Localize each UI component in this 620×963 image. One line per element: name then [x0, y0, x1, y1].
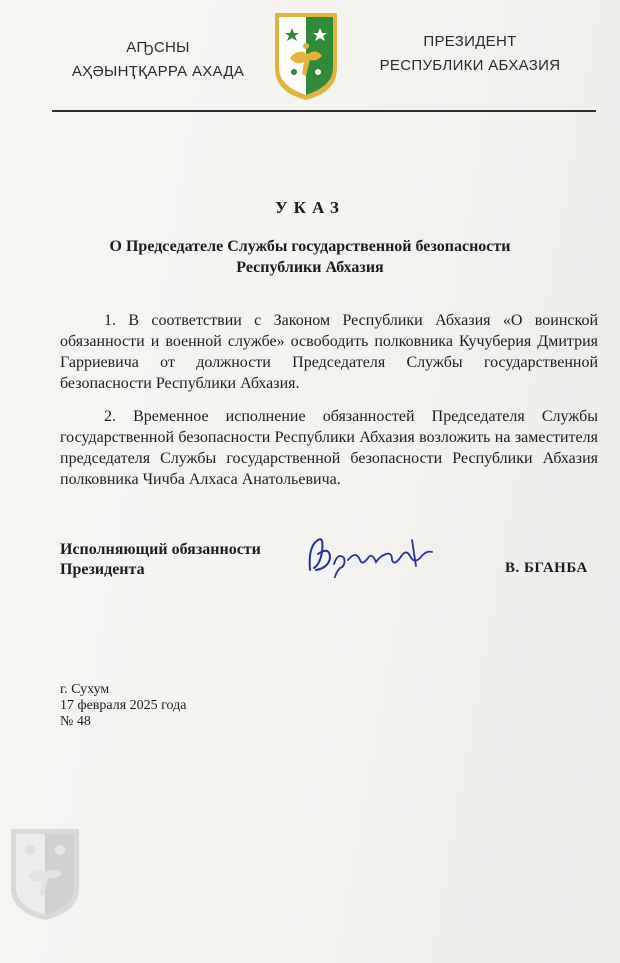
decree-title: УКАЗ: [275, 198, 345, 217]
header-russian-line1: ПРЕЗИДЕНТ: [423, 33, 517, 50]
signer-name: В. БГАНБА: [505, 560, 588, 576]
header-abkhaz-line2: АҲӘЫНҬҚАРРА АХАДА: [71, 63, 245, 80]
emblem-watermark-icon: [8, 826, 82, 922]
decree-subtitle-line2: Республики Абхазия: [236, 259, 384, 276]
header-divider: [52, 110, 596, 112]
abkhazia-emblem-icon: [272, 10, 340, 102]
header-abkhaz: [58, 36, 258, 84]
header-russian-line2: РЕСПУБЛИКИ АБХАЗИЯ: [379, 57, 561, 74]
decree-subtitle-line1: О Председателе Службы государственной безопасности: [109, 238, 511, 255]
signatory-role-line1: Исполняющий обязанности: [60, 541, 261, 558]
decree-paragraph-2: 2. Временное исполнение обязанностей Председателя Службы государственной безопасности Республики Абхазия возложить на заместителя председателя Службы государственной безопасности Республики Абхазия полковника Чичба Алхаса Анатольевича.: [60, 408, 598, 488]
signatory-role: [60, 540, 320, 580]
handwritten-signature: [300, 528, 450, 578]
footer-city: г. Сухум: [60, 682, 110, 697]
footer-number: № 48: [60, 714, 91, 729]
decree-footer: [60, 682, 260, 730]
decree-paragraph-1: 1. В соответствии с Законом Республики Абхазия «О воинской обязанности и военной службе» освободить полковника Кучуберия Дмитрия Гарриевича от должности Председателя Службы государственной безопасности Республики Абхазия.: [60, 312, 598, 392]
header-russian: [360, 30, 580, 78]
signatory-role-line2: Президента: [60, 561, 145, 578]
decree-subtitle: [60, 236, 560, 278]
footer-date: 17 февраля 2025 года: [60, 698, 187, 713]
header-abkhaz-line1: АҦСНЫ: [126, 39, 190, 56]
